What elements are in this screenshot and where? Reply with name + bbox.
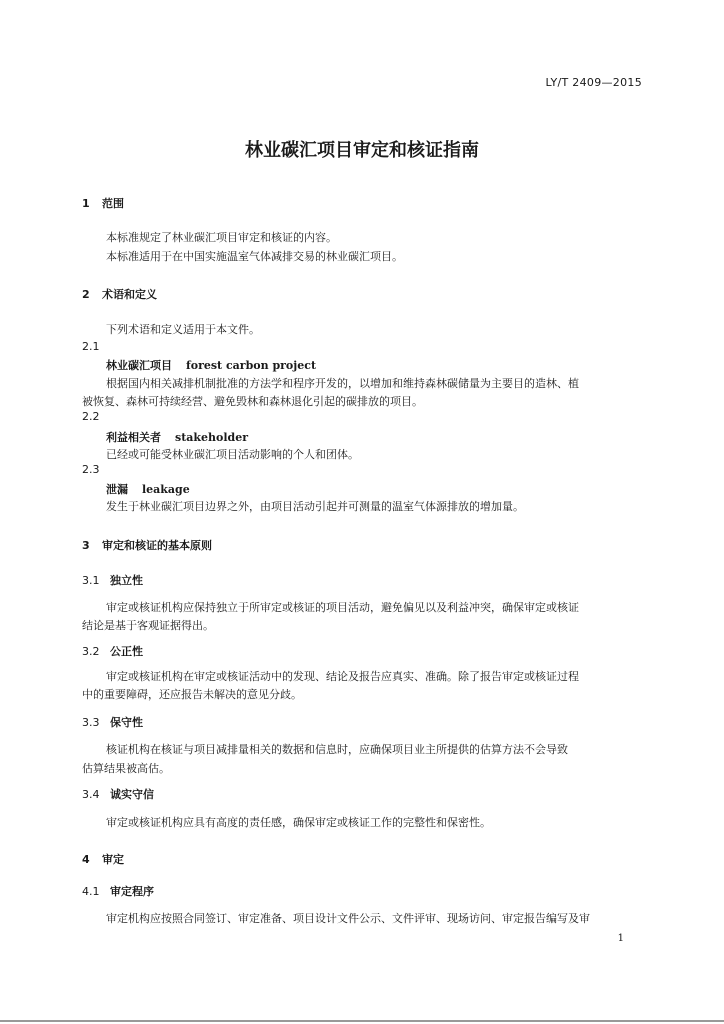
- paragraph: 核证机构在核证与项目减排量相关的数据和信息时，应确保项目业主所提供的估算方法不会导致: [106, 743, 568, 756]
- section-2-heading: 2 术语和定义: [82, 288, 157, 301]
- paragraph: 中的重要障碍，还应报告未解决的意见分歧。: [82, 688, 302, 701]
- term-heading: 利益相关者 stakeholder: [106, 431, 249, 444]
- paragraph: 本标准适用于在中国实施温室气体减排交易的林业碳汇项目。: [106, 250, 403, 263]
- term-definition: 发生于林业碳汇项目边界之外，由项目活动引起并可测量的温室气体源排放的增加量。: [106, 500, 524, 513]
- paragraph: 结论是基于客观证据得出。: [82, 619, 214, 632]
- standard-number: LY/T 2409—2015: [545, 76, 642, 89]
- subsection-heading: 4.1 审定程序: [82, 885, 154, 898]
- paragraph: 本标准规定了林业碳汇项目审定和核证的内容。: [106, 231, 337, 244]
- subsection-heading: 3.3 保守性: [82, 716, 143, 729]
- section-1-heading: 1 范围: [82, 197, 124, 210]
- subsection-heading: 3.1 独立性: [82, 574, 143, 587]
- term-number: 2.2: [82, 410, 100, 423]
- page-number: 1: [617, 933, 624, 944]
- section-3-heading: 3 审定和核证的基本原则: [82, 539, 212, 552]
- paragraph: 估算结果被高估。: [82, 762, 170, 775]
- term-number: 2.3: [82, 463, 100, 476]
- paragraph: 审定或核证机构在审定或核证活动中的发现、结论及报告应真实、准确。除了报告审定或核证过程: [106, 670, 579, 683]
- term-heading: 泄漏 leakage: [106, 483, 190, 496]
- term-definition: 根据国内相关减排机制批准的方法学和程序开发的，以增加和维持森林碳储量为主要目的造林、植: [106, 377, 579, 390]
- term-definition: 被恢复、森林可持续经营、避免毁林和森林退化引起的碳排放的项目。: [82, 395, 423, 408]
- section-4-heading: 4 审定: [82, 853, 124, 866]
- subsection-heading: 3.4 诚实守信: [82, 788, 154, 801]
- page-title: 林业碳汇项目审定和核证指南: [245, 140, 479, 161]
- term-definition: 已经或可能受林业碳汇项目活动影响的个人和团体。: [106, 448, 359, 461]
- paragraph: 审定机构应按照合同签订、审定准备、项目设计文件公示、文件评审、现场访问、审定报告编写及审: [106, 912, 590, 925]
- paragraph: 审定或核证机构应具有高度的责任感，确保审定或核证工作的完整性和保密性。: [106, 816, 491, 829]
- page-bottom-edge: [0, 1020, 724, 1022]
- paragraph: 审定或核证机构应保持独立于所审定或核证的项目活动，避免偏见以及利益冲突，确保审定或核证: [106, 601, 579, 614]
- subsection-heading: 3.2 公正性: [82, 645, 143, 658]
- term-number: 2.1: [82, 340, 100, 353]
- term-heading: 林业碳汇项目 forest carbon project: [106, 359, 317, 372]
- paragraph: 下列术语和定义适用于本文件。: [106, 323, 260, 336]
